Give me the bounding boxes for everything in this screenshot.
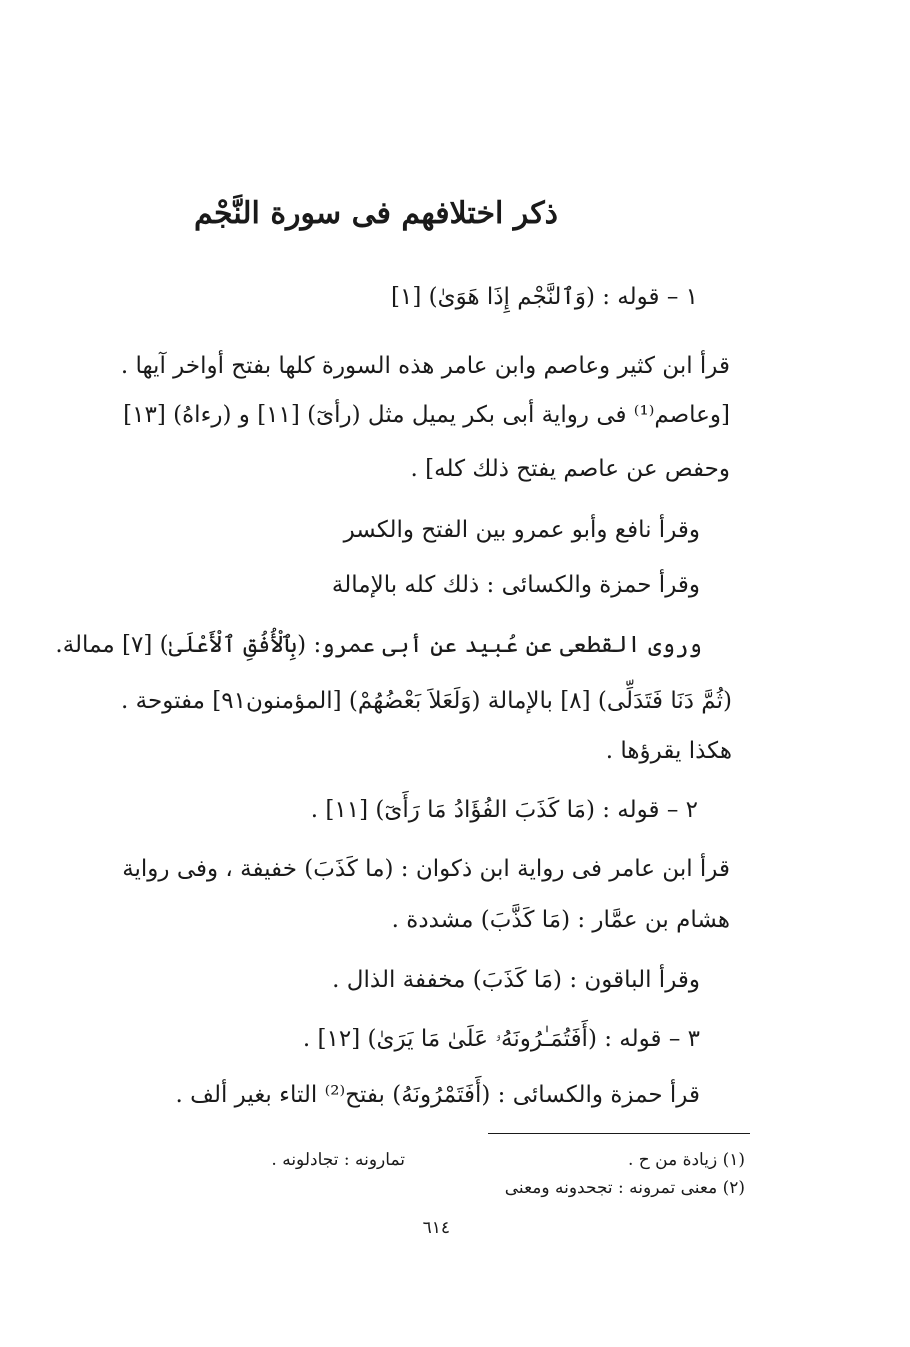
text-line: (ثُمَّ دَنَا فَتَدَلِّى) [٨] بالإمالة (وَلَعَلاَ بَعْضُهُمْ) [المؤمنون٩١] مفتوحة . (121, 688, 732, 714)
text-line: وقرأ نافع وأبو عمرو بين الفتح والكسر (343, 517, 700, 543)
text-line: هكذا يقرؤها . (605, 738, 732, 764)
footnote-separator (488, 1133, 750, 1134)
text-line: قرأ حمزة والكسائى : (أَفَتَمْرُونَهُ) بفتح⁽²⁾ التاء بغير ألف . (175, 1082, 700, 1108)
text-line: وقرأ الباقون : (مَا كَذَبَ) مخففة الذال . (332, 967, 700, 993)
footnote: (١) زيادة من ح . (627, 1150, 745, 1170)
text-line: ٢ – قوله : (مَا كَذَبَ الفُؤَادُ مَا رَأَىٓ) [١١] . (310, 797, 698, 823)
footnote: تمارونه : تجادلونه . (271, 1150, 405, 1170)
page-number: ٦١٤ (422, 1218, 450, 1238)
text-line: ١ – قوله : (وَٱلنَّجْم إِذَا هَوَىٰ) [١] (391, 284, 698, 310)
text-line: وحفص عن عاصم يفتح ذلك كله] . (410, 456, 730, 482)
text-line: هشام بن عمَّار : (مَا كَذَّبَ) مشددة . (391, 907, 730, 933)
text-line: وروى القطعى عن عُبيد عن أبى عمرو: (بِٱلْأُفُقِ ٱلْأَعْلَىٰ) [٧] ممالة. (55, 632, 702, 658)
text-line: ٣ – قوله : (أَفَتُمَـٰرُونَهُۥ عَلَىٰ مَا يَرَىٰ) [١٢] . (302, 1026, 700, 1052)
chapter-title: ذكر اختلافهم فى سورة النَّجْم (194, 196, 558, 231)
text-line: قرأ ابن كثير وعاصم وابن عامر هذه السورة كلها بفتح أواخر آيها . (120, 353, 730, 379)
text-line: قرأ ابن عامر فى رواية ابن ذكوان : (ما كَذَبَ) خفيفة ، وفى رواية (122, 856, 730, 882)
text-line: وقرأ حمزة والكسائى : ذلك كله بالإمالة (331, 572, 700, 598)
footnote: (٢) معنى تمرونه : تجحدونه ومعنى (504, 1178, 745, 1198)
text-line: [وعاصم⁽¹⁾ فى رواية أبى بكر يميل مثل (رأىٓ) [١١] و (رءاهُ) [١٣] (123, 402, 730, 428)
